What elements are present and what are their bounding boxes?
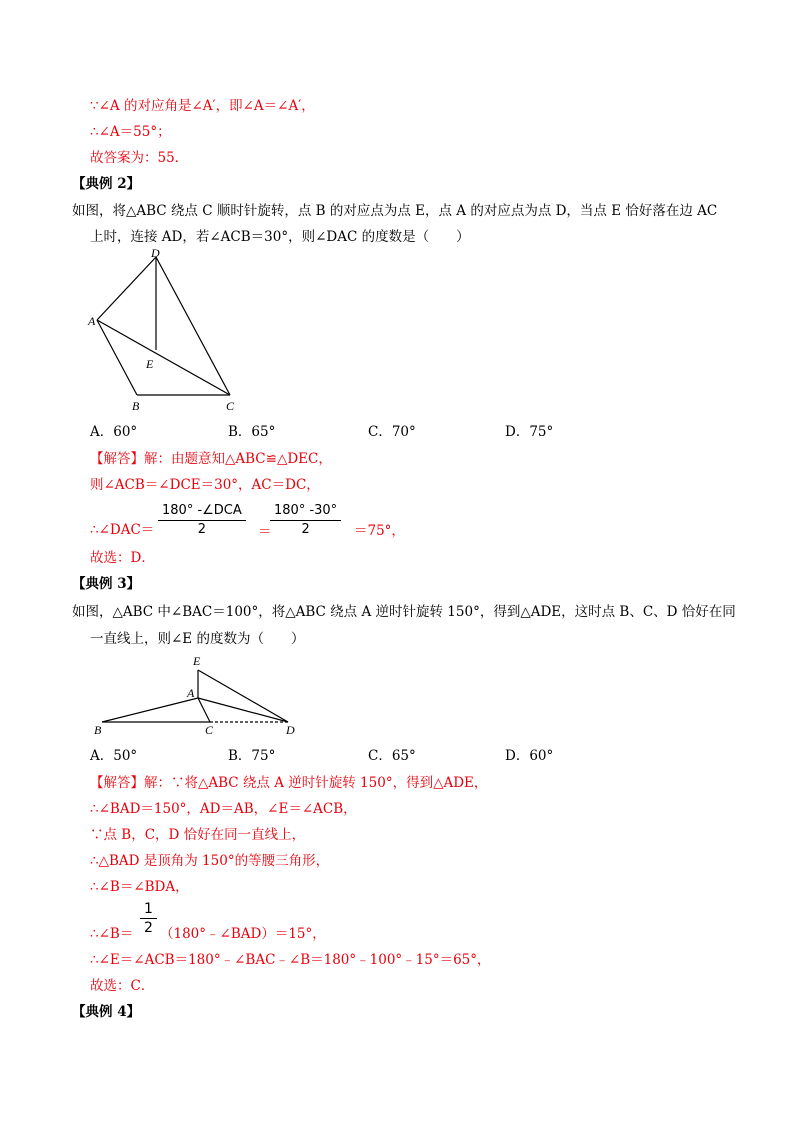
example-2-answer-line-3-suffix: ＝75°， [354, 523, 405, 539]
example-2-answer-line-4: 故选：D． [90, 550, 155, 566]
example-2-answer-line-2: 则∠ACB＝∠DCE＝30°，AC＝DC， [90, 477, 320, 493]
label-D: D [286, 723, 295, 737]
example-3-answer-line-4: ∴△BAD 是顶角为 150°的等腰三角形， [90, 853, 330, 869]
label-E: E [193, 654, 201, 668]
example-3-answer-line-6-prefix: ∴∠B＝ [90, 926, 134, 942]
fraction-half-numerator: 1 [140, 900, 157, 919]
example-3-answer-line-1: 【解答】解：∵将△ABC 绕点 A 逆时针旋转 150°，得到△ADE， [90, 775, 488, 791]
example-3-option-b[interactable]: B．75° [228, 748, 276, 764]
fraction-half-denominator: 2 [144, 920, 153, 936]
fraction-1 [158, 502, 246, 539]
example-2-option-d[interactable]: D．75° [505, 424, 554, 440]
solution-line-3: 故答案为：55． [90, 150, 189, 166]
segment-AB [102, 698, 198, 722]
fraction-half [140, 900, 157, 937]
label-E: E [146, 357, 154, 371]
example-2-option-b[interactable]: B．65° [228, 424, 276, 440]
example-3-answer-line-7: ∴∠E＝∠ACB＝180°﹣∠BAC﹣∠B＝180°﹣100°﹣15°＝65°， [90, 952, 491, 968]
solution-line-1: ∵∠A 的对应角是∠A′，即∠A＝∠A′， [90, 98, 315, 114]
example-2-option-a[interactable]: A．60° [90, 424, 138, 440]
example-3-option-a[interactable]: A．50° [90, 748, 138, 764]
example-2-question-line-1: 如图，将△ABC 绕点 C 顺时针旋转，点 B 的对应点为点 E，点 A 的对应点为点 D，当点 E 恰好落在边 AC [72, 203, 718, 219]
label-C: C [205, 723, 214, 737]
label-A: A [88, 314, 96, 328]
example-2-answer-line-1: 【解答】解：由题意知△ABC≌△DEC， [90, 451, 332, 467]
segment-AC [198, 698, 210, 722]
segment-DA [97, 257, 156, 320]
equals-sign: ＝ [258, 524, 272, 540]
example-2-heading: 【典例 2】 [72, 176, 141, 192]
label-C: C [226, 399, 235, 413]
example-3-figure [88, 648, 308, 738]
label-A: A [187, 686, 195, 700]
fraction-2-numerator: 180° -30° [270, 502, 341, 521]
example-3-answer-line-8: 故选：C． [90, 978, 155, 994]
label-D: D [151, 246, 160, 260]
example-3-answer-line-2: ∴∠BAD＝150°，AD＝AB，∠E＝∠ACB， [90, 801, 357, 817]
fraction-2 [270, 502, 341, 539]
fraction-1-denominator: 2 [197, 522, 207, 537]
example-3-heading: 【典例 3】 [72, 576, 141, 592]
example-3-answer-line-3: ∵点 B，C，D 恰好在同一直线上， [90, 827, 306, 843]
fraction-1-numerator: 180° -∠DCA [158, 502, 246, 521]
example-2-figure [85, 245, 245, 415]
example-4-heading: 【典例 4】 [72, 1004, 141, 1020]
example-2-question-line-2: 上时，连接 AD，若∠ACB＝30°，则∠DAC 的度数是（ ） [90, 229, 470, 245]
example-3-question-line-2: 一直线上，则∠E 的度数为（ ） [90, 631, 305, 647]
example-3-answer-line-6-suffix: （180°﹣∠BAD）＝15°， [160, 926, 326, 942]
example-3-question-line-1: 如图，△ABC 中∠BAC＝100°，将△ABC 绕点 A 逆时针旋转 150°，得到△ADE，这时点 B、C、D 恰好在同 [72, 604, 736, 620]
segment-AD [198, 698, 288, 722]
example-2-option-c[interactable]: C．70° [368, 424, 416, 440]
label-B: B [94, 723, 102, 737]
segment-ED [198, 670, 288, 722]
example-3-option-c[interactable]: C．65° [368, 748, 416, 764]
label-B: B [132, 399, 140, 413]
example-3-option-d[interactable]: D．60° [505, 748, 554, 764]
solution-line-2: ∴∠A＝55°； [90, 124, 171, 140]
example-3-answer-line-5: ∴∠B＝∠BDA， [90, 879, 189, 895]
fraction-2-denominator: 2 [301, 522, 310, 537]
example-2-answer-line-3-prefix: ∴∠DAC＝ [90, 522, 155, 538]
